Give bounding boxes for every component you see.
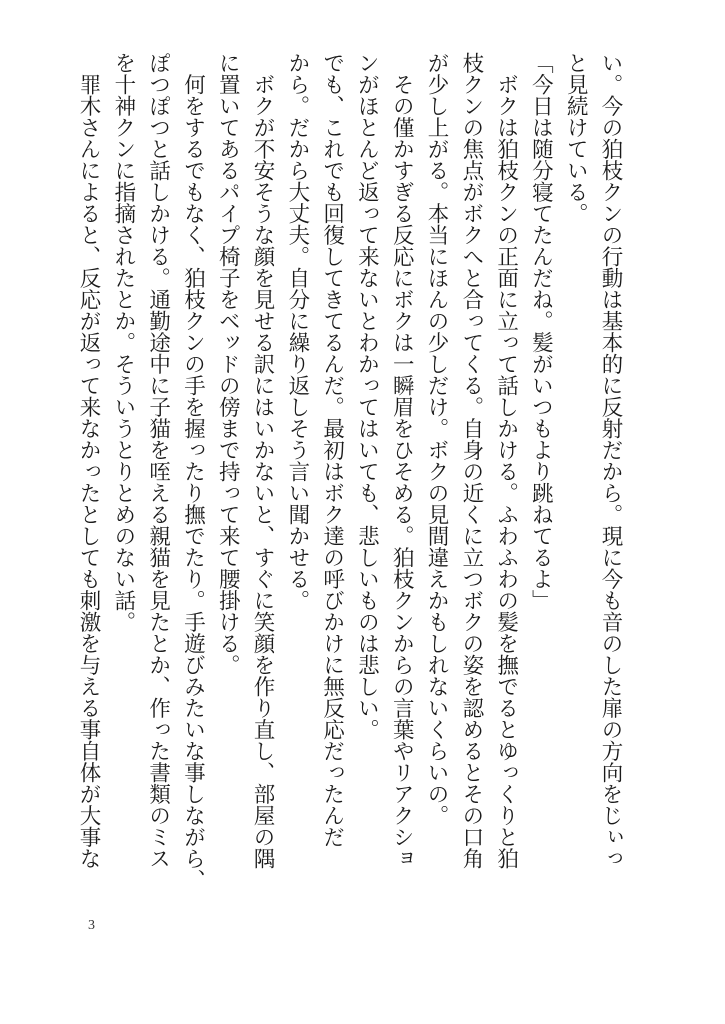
text-line: から。だから大丈夫。自分に繰り返しそう言い聞かせる。 bbox=[284, 52, 310, 611]
text-line: と見続けている。 bbox=[563, 52, 589, 224]
text-line: ボクは狛枝クンの正面に立って話しかける。ふわふわの髪を撫でるとゆっくりと狛 bbox=[493, 52, 519, 869]
text-line: を十神クンに指摘されたとか。そういうとりとめのない話。 bbox=[110, 52, 136, 633]
text-line: 「今日は随分寝てたんだね。髪がいつもより跳ねてるよ」 bbox=[528, 52, 554, 611]
text-line: ぽつぽつと話しかける。通勤途中に子猫を咥える親猫を見たとか、作った書類のミス bbox=[145, 52, 171, 869]
text-line: ボクが不安そうな顔を見せる訳にはいかないと、すぐに笑顔を作り直し、部屋の隅 bbox=[250, 52, 276, 869]
text-line: 何をするでもなく、狛枝クンの手を握ったり撫でたり。手遊びみたいな事しながら、 bbox=[180, 52, 206, 891]
text-line: ンがほとんど返って来ないとわかってはいても、悲しいものは悲しい。 bbox=[354, 52, 380, 740]
text-line: い。今の狛枝クンの行動は基本的に反射だから。現に今も音のした扉の方向をじぃっ bbox=[598, 52, 623, 869]
text-line: でも、これでも回復してきてるんだ。最初はボク達の呼びかけに無反応だったんだ bbox=[319, 52, 345, 848]
text-line: に置いてあるパイプ椅子をベッドの傍まで持って来て腰掛ける。 bbox=[215, 52, 241, 676]
text-line: 枝クンの焦点がボクへと合ってくる。自身の近くに立つボクの姿を認めるとその口角 bbox=[458, 52, 484, 869]
text-line: 罪木さんによると、反応が返って来なかったとしても刺激を与える事自体が大事な bbox=[76, 52, 102, 869]
vertical-text-body bbox=[70, 52, 627, 902]
page-number: 3 bbox=[88, 918, 95, 933]
text-line: が少し上がる。本当にほんの少しだけ。ボクの見間違えかもしれないくらいの。 bbox=[424, 52, 450, 826]
text-line: その僅かすぎる反応にボクは一瞬眉をひそめる。狛枝クンからの言葉やリアクショ bbox=[389, 52, 415, 869]
